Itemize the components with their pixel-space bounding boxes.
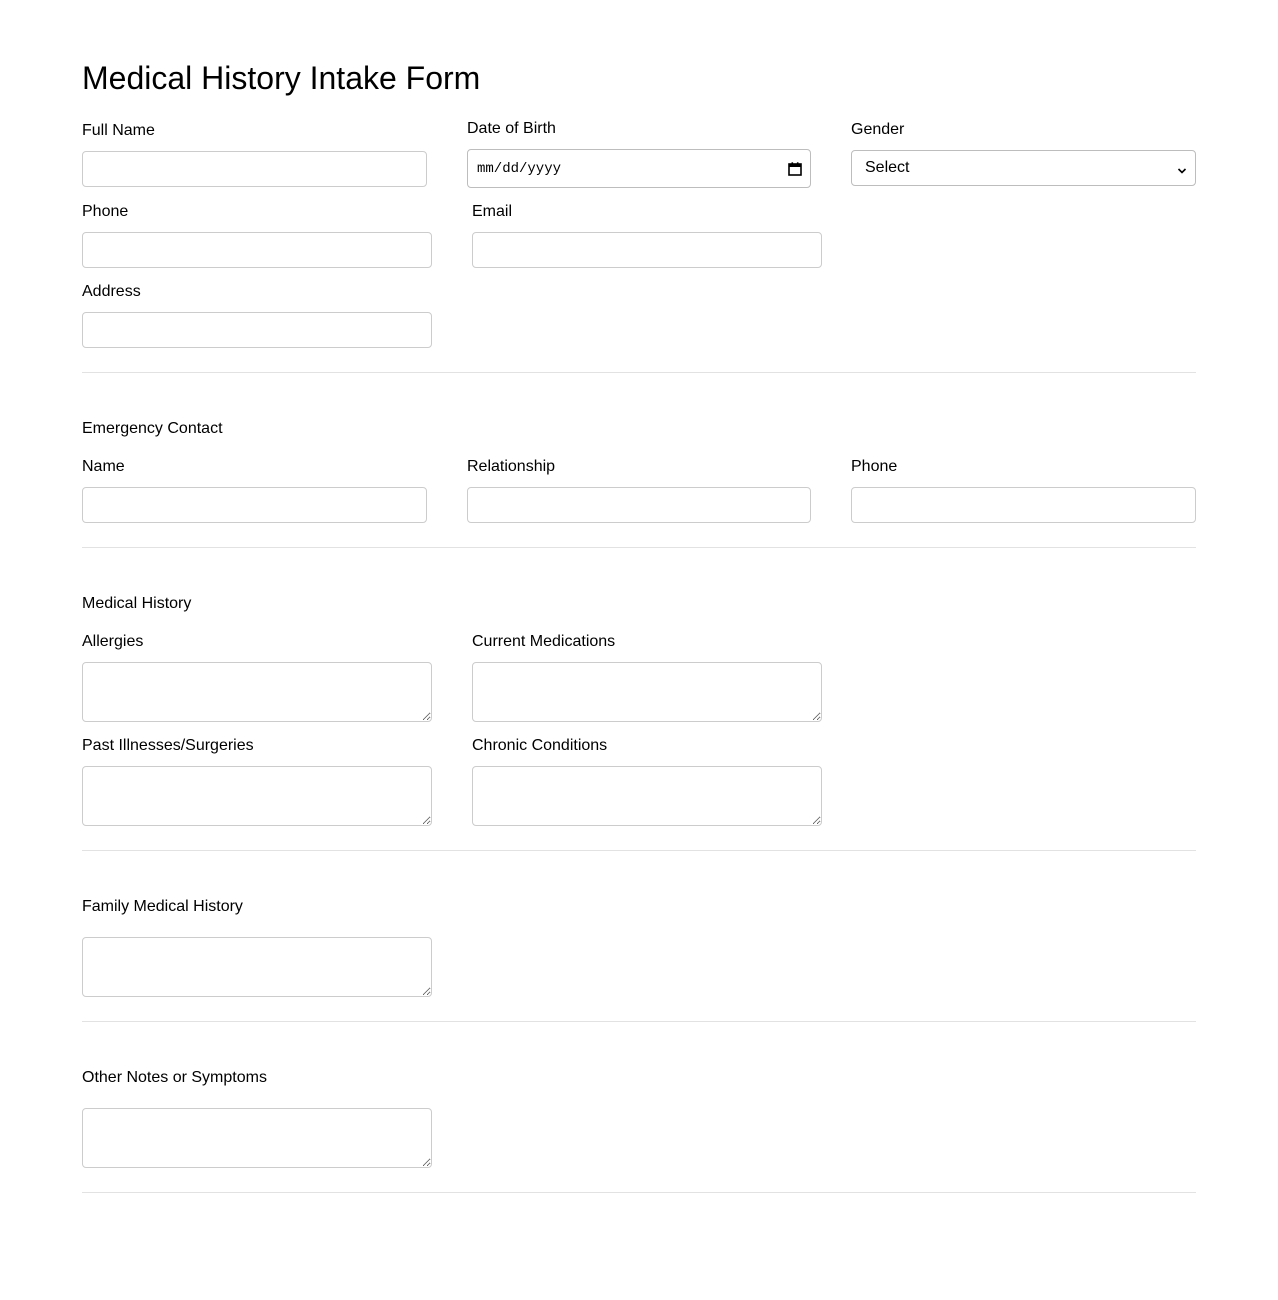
full-name-input[interactable] <box>82 151 427 187</box>
allergies-label: Allergies <box>82 633 144 650</box>
divider <box>82 1021 1196 1022</box>
past-illnesses-label: Past Illnesses/Surgeries <box>82 737 254 754</box>
allergies-textarea[interactable] <box>82 662 432 722</box>
relationship-input[interactable] <box>467 487 811 523</box>
medications-label: Current Medications <box>472 633 616 650</box>
chevron-down-icon <box>1177 163 1187 173</box>
emergency-phone-input[interactable] <box>851 487 1196 523</box>
page-title: Medical History Intake Form <box>82 60 481 96</box>
full-name-label: Full Name <box>82 122 155 139</box>
dob-placeholder: mm/dd/yyyy <box>477 160 562 177</box>
other-notes-textarea[interactable] <box>82 1108 432 1168</box>
chronic-conditions-textarea[interactable] <box>472 766 822 826</box>
phone-label: Phone <box>82 203 129 220</box>
family-history-heading: Family Medical History <box>82 898 243 915</box>
emergency-name-input[interactable] <box>82 487 427 523</box>
email-label: Email <box>472 203 513 220</box>
dob-input[interactable] <box>467 149 811 188</box>
past-illnesses-textarea[interactable] <box>82 766 432 826</box>
divider <box>82 547 1196 548</box>
gender-label: Gender <box>851 121 905 138</box>
calendar-icon[interactable] <box>788 162 802 176</box>
other-notes-heading: Other Notes or Symptoms <box>82 1069 267 1086</box>
emergency-phone-label: Phone <box>851 458 898 475</box>
medical-history-heading: Medical History <box>82 595 192 612</box>
phone-input[interactable] <box>82 232 432 268</box>
chronic-conditions-label: Chronic Conditions <box>472 737 608 754</box>
divider <box>82 372 1196 373</box>
emergency-contact-heading: Emergency Contact <box>82 420 223 437</box>
medications-textarea[interactable] <box>472 662 822 722</box>
address-input[interactable] <box>82 312 432 348</box>
email-input[interactable] <box>472 232 822 268</box>
family-history-textarea[interactable] <box>82 937 432 997</box>
emergency-name-label: Name <box>82 458 125 475</box>
divider <box>82 1192 1196 1193</box>
gender-selected-value: Select <box>865 159 910 176</box>
divider <box>82 850 1196 851</box>
gender-select[interactable] <box>851 150 1196 186</box>
dob-label: Date of Birth <box>467 120 556 137</box>
address-label: Address <box>82 283 141 300</box>
relationship-label: Relationship <box>467 458 556 475</box>
